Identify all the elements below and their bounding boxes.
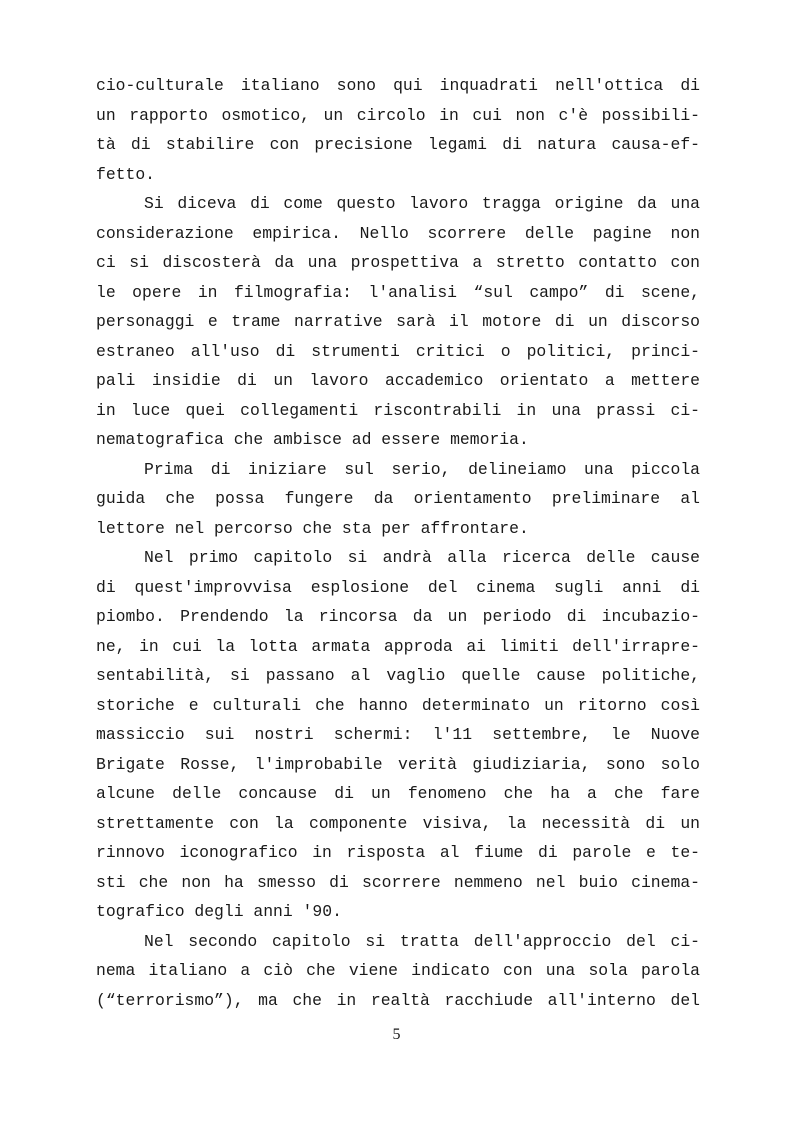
text-line: le opere in filmografia: l'analisi “sul campo” di scene, — [96, 282, 700, 302]
text-line: sti che non ha smesso di scorrere nemmeno nel buio cinema- — [96, 872, 700, 892]
text-line: estraneo all'uso di strumenti critici o politici, princi- — [96, 341, 700, 361]
body-text — [96, 71, 700, 1015]
text-line: alcune delle concause di un fenomeno che ha a che fare — [96, 784, 700, 803]
text-line: sentabilità, si passano al vaglio quelle cause politiche, — [96, 666, 700, 685]
text-line: ci si discosterà da una prospettiva a stretto contatto con — [96, 253, 700, 272]
text-line: piombo. Prendendo la rincorsa da un periodo di incubazio- — [96, 607, 700, 626]
text-line: ne, in cui la lotta armata approda ai limiti dell'irrapre- — [96, 636, 700, 656]
text-line: nematografica che ambisce ad essere memoria. — [96, 430, 529, 449]
paragraph-first-line: Prima di iniziare sul serio, delineiamo una piccola — [144, 459, 700, 479]
page-number: 5 — [392, 1026, 401, 1043]
text-line: rinnovo iconografico in risposta al fiume di parole e te- — [96, 843, 700, 862]
text-line: strettamente con la componente visiva, la necessità di un — [96, 813, 700, 833]
text-line: considerazione empirica. Nello scorrere delle pagine non — [96, 223, 700, 243]
paragraph-first-line: Nel primo capitolo si andrà alla ricerca delle cause — [144, 548, 700, 567]
text-line: pali insidie di un lavoro accademico orientato a mettere — [96, 371, 700, 390]
text-line: storiche e culturali che hanno determinato un ritorno così — [96, 695, 700, 715]
paragraph-first-line: Nel secondo capitolo si tratta dell'approccio del ci- — [144, 931, 700, 951]
text-line: nema italiano a ciò che viene indicato con una sola parola — [96, 961, 700, 980]
text-line: guida che possa fungere da orientamento preliminare al — [96, 489, 700, 508]
text-line: fetto. — [96, 164, 156, 184]
text-line: cio-culturale italiano sono qui inquadrati nell'ottica di — [96, 76, 700, 95]
text-line: in luce quei collegamenti riscontrabili in una prassi ci- — [96, 400, 700, 420]
text-line: (“terrorismo”), ma che in realtà racchiude all'interno del — [96, 990, 700, 1010]
text-line: un rapporto osmotico, un circolo in cui non c'è possibili- — [96, 105, 700, 125]
text-line: di quest'improvvisa esplosione del cinema sugli anni di — [96, 577, 700, 597]
text-line: lettore nel percorso che sta per affrontare. — [96, 518, 529, 538]
text-line: tografico degli anni '90. — [96, 902, 342, 921]
paragraph-first-line: Si diceva di come questo lavoro tragga origine da una — [144, 194, 700, 213]
text-line: personaggi e trame narrative sarà il motore di un discorso — [96, 312, 700, 331]
text-line: tà di stabilire con precisione legami di natura causa-ef- — [96, 135, 700, 154]
text-line: massiccio sui nostri schermi: l'11 settembre, le Nuove — [96, 725, 700, 744]
text-line: Brigate Rosse, l'improbabile verità giudiziaria, sono solo — [96, 754, 700, 774]
